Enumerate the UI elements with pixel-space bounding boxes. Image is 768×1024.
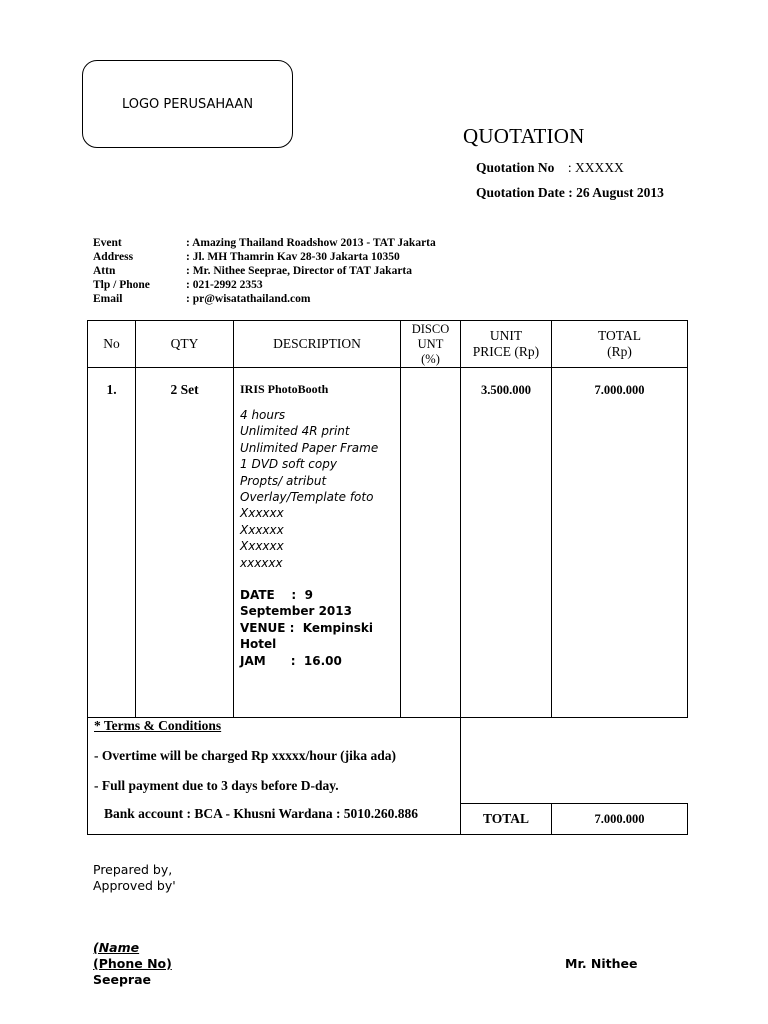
info-label: Tlp / Phone bbox=[93, 279, 150, 291]
terms-spacer bbox=[461, 718, 688, 804]
info-label: Email bbox=[93, 293, 123, 305]
product-items: 4 hours Unlimited 4R print Unlimited Paper Frame 1 DVD soft copy Propts/ atribut Overlay/Template foto Xxxxxx Xxxxxx Xxxxxx xxxxxx bbox=[240, 408, 379, 570]
terms-heading: * Terms & Conditions bbox=[94, 718, 222, 733]
row-total: 7.000.000 bbox=[552, 368, 688, 718]
prepared-approved bbox=[93, 862, 176, 894]
row-unit-price: 3.500.000 bbox=[461, 368, 552, 718]
table-header-row bbox=[88, 321, 688, 368]
header-total: TOTAL (Rp) bbox=[552, 321, 688, 368]
document-title: QUOTATION bbox=[463, 124, 585, 148]
signature-block bbox=[93, 940, 172, 988]
signature-phone: (Phone No) bbox=[93, 956, 172, 971]
event-details: DATE : 9 September 2013 VENUE : Kempinski Hotel JAM : 16.00 bbox=[240, 588, 374, 668]
quotation-date-value: : 26 August 2013 bbox=[568, 185, 664, 200]
header-description: DESCRIPTION bbox=[234, 321, 401, 368]
quotation-table bbox=[87, 320, 688, 835]
row-discount bbox=[401, 368, 461, 718]
info-value: : 021-2992 2353 bbox=[186, 279, 263, 291]
info-row-email bbox=[93, 292, 436, 306]
header-qty: QTY bbox=[136, 321, 234, 368]
terms-overtime: - Overtime will be charged Rp xxxxx/hour (jika ada) bbox=[94, 748, 396, 763]
header-no: No bbox=[88, 321, 136, 368]
grand-total-label: TOTAL bbox=[461, 804, 552, 835]
info-row-address bbox=[93, 250, 436, 264]
table-row bbox=[88, 368, 688, 718]
signature-name: (Name bbox=[93, 940, 140, 955]
header-discount: DISCO UNT (%) bbox=[401, 321, 461, 368]
row-no: 1. bbox=[88, 368, 136, 718]
prepared-by: Prepared by, bbox=[93, 862, 173, 877]
logo-text: LOGO PERUSAHAAN bbox=[121, 96, 254, 112]
recipient-signature-name: Mr. Nithee bbox=[565, 956, 638, 971]
info-label: Event bbox=[93, 237, 122, 249]
signature-surname: Seeprae bbox=[93, 972, 151, 987]
quotation-date bbox=[476, 185, 664, 201]
info-value: : pr@wisatathailand.com bbox=[186, 293, 311, 305]
terms-row bbox=[88, 718, 688, 804]
terms-and-conditions bbox=[88, 718, 461, 835]
quotation-number bbox=[476, 160, 624, 176]
row-description bbox=[234, 368, 401, 718]
client-info bbox=[93, 236, 436, 306]
row-qty: 2 Set bbox=[136, 368, 234, 718]
bank-account: Bank account : BCA - Khusni Wardana : 5010.260.886 bbox=[104, 806, 419, 821]
info-value: : Jl. MH Thamrin Kav 28-30 Jakarta 10350 bbox=[186, 251, 400, 263]
info-label: Address bbox=[93, 251, 134, 263]
info-value: : Mr. Nithee Seeprae, Director of TAT Jakarta bbox=[186, 265, 413, 277]
grand-total-value: 7.000.000 bbox=[552, 804, 688, 835]
info-row-attn bbox=[93, 264, 436, 278]
quotation-number-label: Quotation No bbox=[476, 160, 555, 175]
terms-payment: - Full payment due to 3 days before D-day. bbox=[94, 778, 339, 793]
company-logo-placeholder bbox=[82, 60, 293, 148]
info-label: Attn bbox=[93, 265, 116, 277]
header-unit-price: UNIT PRICE (Rp) bbox=[461, 321, 552, 368]
quotation-number-value: : XXXXX bbox=[567, 160, 624, 175]
approved-by: Approved by' bbox=[93, 878, 176, 893]
info-value: : Amazing Thailand Roadshow 2013 - TAT Jakarta bbox=[186, 237, 436, 249]
product-name: IRIS PhotoBooth bbox=[240, 382, 329, 396]
info-row-phone bbox=[93, 278, 436, 292]
info-row-event bbox=[93, 236, 436, 250]
quotation-date-label: Quotation Date bbox=[476, 185, 565, 200]
